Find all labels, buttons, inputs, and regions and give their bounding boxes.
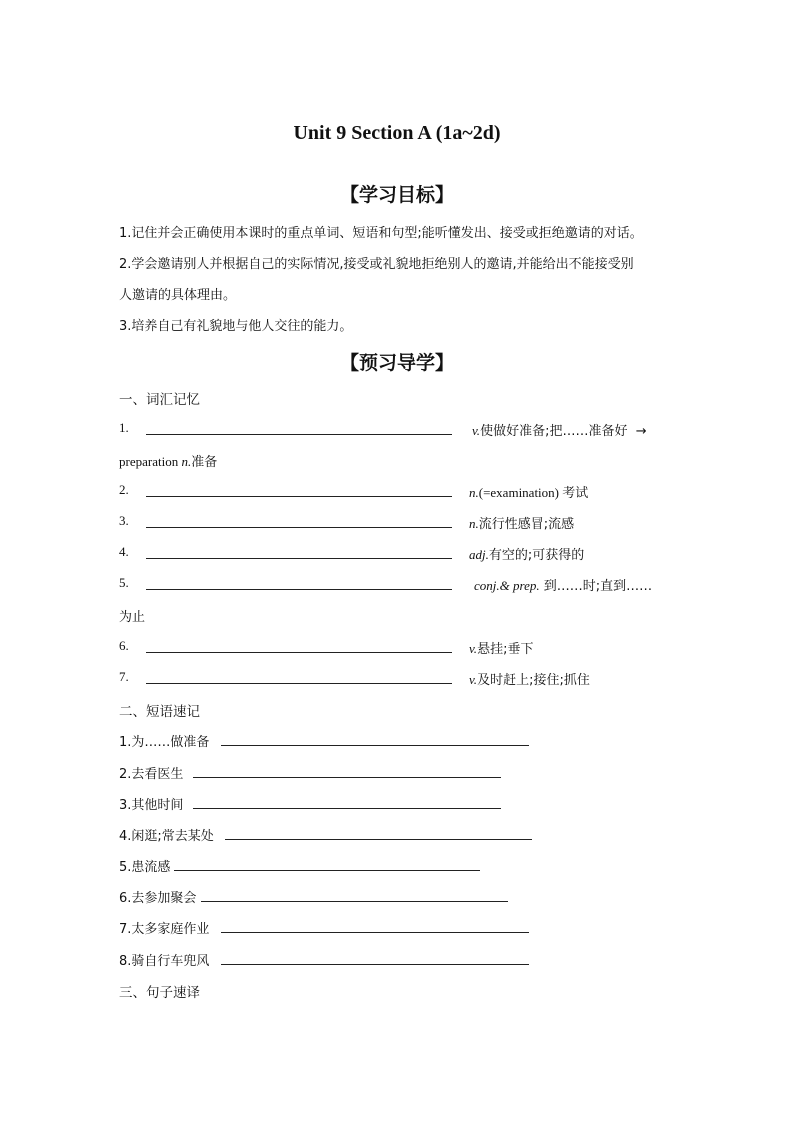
- vocab-number: 2.: [119, 482, 129, 497]
- vocab-number: 6.: [119, 638, 129, 653]
- phrase-blank[interactable]: [174, 870, 480, 871]
- vocab-definition: [469, 669, 590, 688]
- vocab-blank[interactable]: [146, 527, 452, 528]
- vocab-number: 5.: [119, 575, 129, 590]
- arrow-icon: →: [635, 424, 647, 439]
- vocab-derived-word: preparation: [119, 454, 182, 469]
- part-heading-sentences: 三、句子速译: [119, 985, 200, 1001]
- vocab-derived-pos: n.: [181, 454, 192, 469]
- vocab-number: 3.: [119, 513, 129, 528]
- vocab-derived-meaning: 准备: [191, 455, 218, 470]
- vocab-pos: v.: [472, 423, 481, 438]
- phrase-blank[interactable]: [193, 808, 501, 809]
- phrase-item: 5.患流感: [119, 860, 171, 875]
- vocab-meaning: (=examination) 考试: [478, 485, 589, 500]
- vocab-number: 1.: [119, 420, 129, 435]
- vocab-meaning: 悬挂;垂下: [477, 642, 534, 657]
- vocab-pos: conj.& prep.: [474, 578, 540, 593]
- vocab-pos: v.: [469, 672, 478, 687]
- vocab-blank[interactable]: [146, 589, 452, 590]
- section-heading-objectives: 【学习目标】: [339, 184, 454, 206]
- vocab-meaning: 及时赶上;接住;抓住: [477, 673, 590, 688]
- vocab-blank[interactable]: [146, 434, 452, 435]
- phrase-item: 7.太多家庭作业: [119, 922, 210, 937]
- vocab-pos: n.: [469, 516, 479, 531]
- vocab-pos: n.: [469, 485, 479, 500]
- phrase-item: 2.去看医生: [119, 767, 184, 782]
- vocab-blank[interactable]: [146, 683, 452, 684]
- vocab-definition: [469, 544, 584, 563]
- vocab-continuation: 为止: [119, 610, 146, 625]
- objective-1: 1.记住并会正确使用本课时的重点单词、短语和句型;能听懂发出、接受或拒绝邀请的对话。: [119, 226, 643, 241]
- phrase-item: 3.其他时间: [119, 798, 184, 813]
- vocab-number: 4.: [119, 544, 129, 559]
- part-heading-vocab: 一、词汇记忆: [119, 392, 200, 408]
- phrase-item: 6.去参加聚会: [119, 891, 197, 906]
- vocab-meaning: 使做好准备;把……准备好: [480, 424, 628, 439]
- phrase-blank[interactable]: [221, 745, 529, 746]
- vocab-definition: [469, 482, 588, 501]
- objective-2-continued: 人邀请的具体理由。: [119, 288, 237, 303]
- phrase-item: 8.骑自行车兜风: [119, 954, 210, 969]
- phrase-blank[interactable]: [221, 932, 529, 933]
- page-title: Unit 9 Section A (1a~2d): [293, 122, 501, 144]
- phrase-item: 1.为……做准备: [119, 735, 210, 750]
- vocab-pos: adj.: [469, 547, 489, 562]
- phrase-blank[interactable]: [201, 901, 508, 902]
- objective-2: 2.学会邀请别人并根据自己的实际情况,接受或礼貌地拒绝别人的邀请,并能给出不能接受别: [119, 257, 634, 272]
- part-heading-phrases: 二、短语速记: [119, 704, 200, 720]
- phrase-blank[interactable]: [193, 777, 501, 778]
- vocab-definition: [469, 513, 574, 532]
- vocab-number: 7.: [119, 669, 129, 684]
- vocab-pos: v.: [469, 641, 478, 656]
- vocab-definition: [474, 575, 652, 594]
- vocab-meaning: 流行性感冒;流感: [478, 517, 575, 532]
- vocab-meaning: 到……时;直到……: [539, 579, 653, 594]
- phrase-item: 4.闲逛;常去某处: [119, 829, 214, 844]
- vocab-continuation: [119, 451, 217, 470]
- section-heading-preview: 【预习导学】: [339, 352, 454, 374]
- vocab-definition: [469, 638, 533, 657]
- vocab-blank[interactable]: [146, 652, 452, 653]
- vocab-blank[interactable]: [146, 496, 452, 497]
- vocab-meaning: 有空的;可获得的: [488, 548, 585, 563]
- phrase-blank[interactable]: [225, 839, 532, 840]
- phrase-blank[interactable]: [221, 964, 529, 965]
- vocab-definition: [472, 420, 647, 439]
- objective-3: 3.培养自己有礼貌地与他人交往的能力。: [119, 319, 353, 334]
- vocab-blank[interactable]: [146, 558, 452, 559]
